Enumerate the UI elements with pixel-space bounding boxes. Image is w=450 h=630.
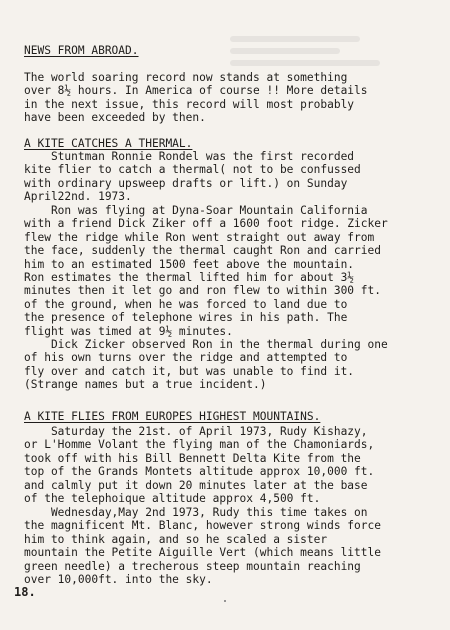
section-heading-kite-thermal: A KITE CATCHES A THERMAL. bbox=[24, 137, 193, 150]
paragraph-stuntman bbox=[24, 150, 361, 204]
text-line: in the next issue, this record will most probably bbox=[24, 97, 355, 111]
text-line: of his own turns over the ridge and attempted to bbox=[24, 351, 348, 365]
text-line: him to think again, and so he scaled a sister bbox=[24, 532, 328, 546]
text-line: him to an estimated 1500 feet above the mountain. bbox=[24, 257, 355, 271]
text-line: Saturday the 21st. of April 1973, Rudy Kishazy, bbox=[24, 425, 368, 438]
text-line: of the ground, when he was forced to land due to bbox=[24, 297, 348, 311]
text-line: Ron estimates the thermal lifted him for about 3½ bbox=[24, 270, 355, 284]
paragraph-rudy-kishazy bbox=[24, 425, 374, 505]
section-heading-news-from-abroad: NEWS FROM ABROAD. bbox=[24, 44, 139, 57]
text-line: Ron was flying at Dyna-Soar Mountain California bbox=[24, 204, 368, 217]
text-line: or L'Homme Volant the flying man of the Chamoniards, bbox=[24, 438, 375, 452]
text-line: April22nd. 1973. bbox=[24, 190, 132, 204]
section-heading-europes-highest: A KITE FLIES FROM EUROPES HIGHEST MOUNTAINS. bbox=[24, 410, 321, 423]
text-line: mountain the Petite Aiguille Vert (which means little bbox=[24, 546, 381, 560]
text-line: flew the ridge while Ron went straight out away from bbox=[24, 230, 375, 244]
paragraph-dick-zicker bbox=[24, 338, 388, 378]
text-line: The world soaring record now stands at something bbox=[24, 71, 348, 84]
text-line: fly over and catch it, but was unable to find it. bbox=[24, 364, 355, 378]
text-line: Wednesday,May 2nd 1973, Rudy this time takes on bbox=[24, 506, 368, 519]
text-line: minutes then it let go and ron flew to within 300 ft. bbox=[24, 284, 381, 298]
text-line: top of the Grands Montets altitude approx 10,000 ft. bbox=[24, 465, 375, 479]
text-line: the face, suddenly the thermal caught Ron and carried bbox=[24, 244, 381, 258]
text-line: the magnificent Mt. Blanc, however strong winds force bbox=[24, 519, 381, 533]
text-line: Stuntman Ronnie Rondel was the first recorded bbox=[24, 150, 355, 163]
dust-speck bbox=[224, 600, 226, 602]
text-line: (Strange names but a true incident.) bbox=[24, 378, 267, 391]
text-line: the presence of telephone wires in his path. The bbox=[24, 311, 348, 325]
text-line: have been exceeded by then. bbox=[24, 111, 206, 125]
text-line: Dick Zicker observed Ron in the thermal during one bbox=[24, 338, 388, 351]
paragraph-ron-flying bbox=[24, 204, 388, 338]
paragraph-world-record bbox=[24, 71, 368, 125]
text-line: over 8½ hours. In America of course !! More details bbox=[24, 84, 368, 98]
page-number: 18. bbox=[14, 585, 36, 599]
text-line: kite flier to catch a thermal( not to be confussed bbox=[24, 163, 361, 177]
text-line: with a friend Dick Ziker off a 1600 foot ridge. Zicker bbox=[24, 217, 388, 231]
text-line: green needle) a trecherous steep mountain reaching bbox=[24, 559, 361, 573]
paragraph-mt-blanc bbox=[24, 506, 381, 586]
text-line: of the telephoique altitude approx 4,500 ft. bbox=[24, 491, 321, 505]
text-line: flight was timed at 9½ minutes. bbox=[24, 324, 233, 338]
text-line: took off with his Bill Bennett Delta Kite from the bbox=[24, 451, 361, 465]
paragraph-strange-names bbox=[24, 378, 266, 391]
text-line: and calmly put it down 20 minutes later at the base bbox=[24, 478, 368, 492]
text-line: over 10,000ft. into the sky. bbox=[24, 572, 213, 586]
text-line: with ordinary upsweep drafts or lift.) on Sunday bbox=[24, 176, 348, 190]
